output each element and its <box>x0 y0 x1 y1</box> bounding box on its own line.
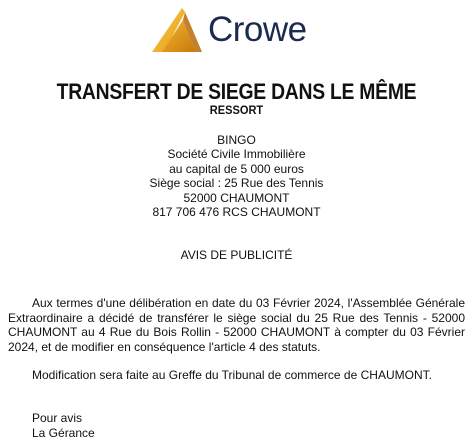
signoff-pour-avis: Pour avis <box>32 411 83 425</box>
brand-name: Crowe <box>208 10 307 49</box>
notice-body-paragraph: Aux termes d'une délibération en date du 03 Février 2024, l'Assemblée Générale Extraordinaire a décidé de transférer le siège social du 25 Rue des Tennis - 52000 CHAUMONT au 4 Rue du Bois Rollin - 52000 CHAUMONT à compter du 03 Février 2024, et de modifier en conséquence l'article 4 des statuts. <box>8 296 465 354</box>
company-city: 52000 CHAUMONT <box>183 190 290 205</box>
company-type: Société Civile Immobilière <box>167 147 306 162</box>
company-rcs: 817 706 476 RCS CHAUMONT <box>152 205 321 220</box>
company-name: BINGO <box>217 133 256 147</box>
crowe-chevron-logo-icon <box>152 6 204 54</box>
company-capital: au capital de 5 000 euros <box>169 161 304 176</box>
signoff-block <box>32 411 95 440</box>
notice-modification-paragraph: Modification sera faite au Greffe du Tribunal de commerce de CHAUMONT. <box>32 368 432 382</box>
signoff-gerance: La Gérance <box>32 425 95 440</box>
company-block <box>0 133 473 219</box>
notice-title: TRANSFERT DE SIEGE DANS LE MÊME <box>56 79 417 104</box>
notice-heading: AVIS DE PUBLICITÉ <box>180 248 293 262</box>
company-seat: Siège social : 25 Rue des Tennis <box>149 176 324 191</box>
crowe-logo <box>152 6 322 56</box>
notice-subtitle: RESSORT <box>209 103 264 117</box>
